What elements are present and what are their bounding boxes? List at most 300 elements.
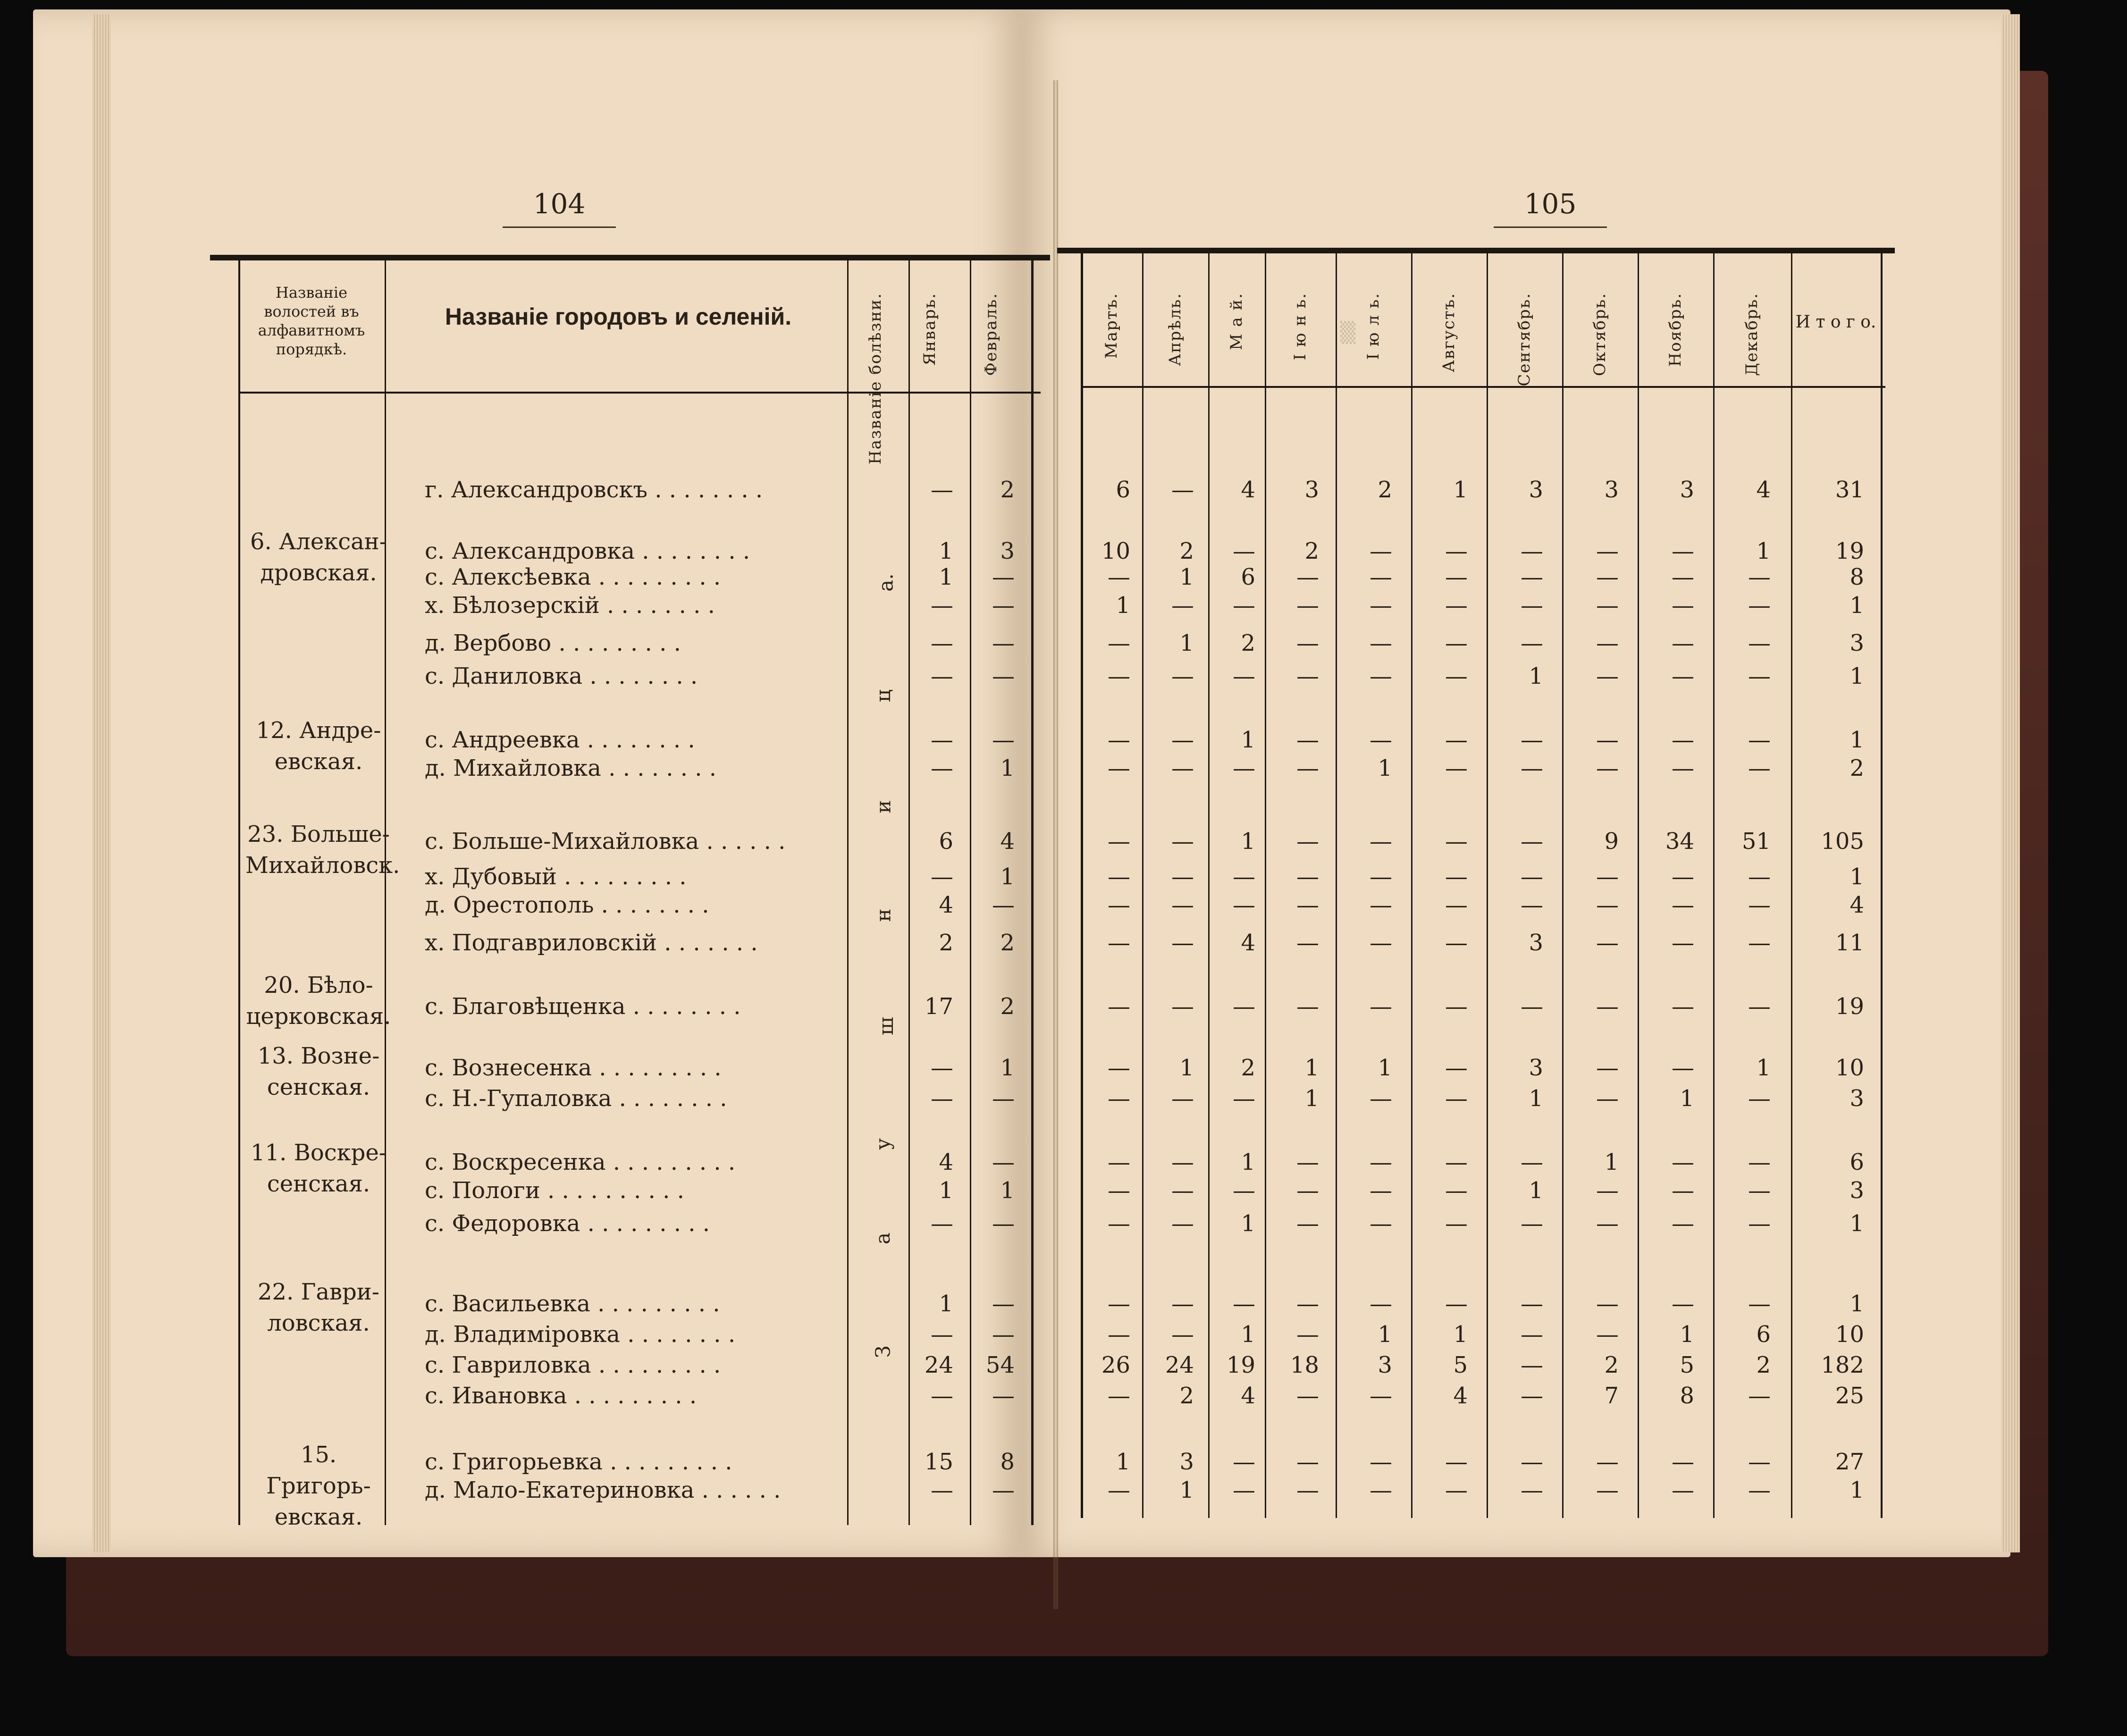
show-through: ▒ xyxy=(1340,321,1356,344)
month-value: 2 xyxy=(1000,477,1015,503)
month-value: — xyxy=(1596,1055,1619,1081)
right-page-edges xyxy=(2001,14,2020,1552)
disease-letter: ц xyxy=(872,689,895,703)
month-value: — xyxy=(992,630,1015,656)
month-value: — xyxy=(1521,592,1543,619)
month-value: 1 xyxy=(1304,1085,1319,1112)
month-value: — xyxy=(931,1321,953,1348)
vline xyxy=(1031,260,1034,1525)
row-total: 1 xyxy=(1850,1210,1864,1237)
vline xyxy=(1791,253,1792,1518)
month-value: 4 xyxy=(939,892,953,918)
month-value: — xyxy=(1108,864,1130,890)
month-value: — xyxy=(1596,727,1619,753)
month-value: — xyxy=(992,1210,1015,1237)
month-value: 3 xyxy=(1000,538,1015,564)
vline xyxy=(1638,253,1639,1518)
month-value: — xyxy=(992,564,1015,590)
month-value: — xyxy=(1108,1210,1130,1237)
month-value: 4 xyxy=(1241,930,1255,956)
month-value: — xyxy=(1445,564,1468,590)
month-value: — xyxy=(1672,1210,1694,1237)
volost-label: 13. Возне-сенская. xyxy=(257,1043,380,1100)
month-value: 15 xyxy=(924,1449,953,1475)
month-value: 1 xyxy=(939,1291,953,1317)
row-total: 1 xyxy=(1850,592,1864,619)
month-value: — xyxy=(1233,1449,1255,1475)
month-value: 17 xyxy=(924,993,953,1020)
month-value: — xyxy=(931,1210,953,1237)
month-value: — xyxy=(1748,630,1771,656)
month-value: 1 xyxy=(1179,564,1194,590)
month-value: — xyxy=(1521,1449,1543,1475)
month-value: — xyxy=(1296,727,1319,753)
month-value: — xyxy=(1108,1321,1130,1348)
month-value: — xyxy=(1108,993,1130,1020)
month-value: 1 xyxy=(1680,1321,1694,1348)
month-value: — xyxy=(1108,930,1130,956)
month-value: — xyxy=(1296,1177,1319,1204)
row-total: 10 xyxy=(1835,1055,1864,1081)
month-value: 3 xyxy=(1179,1449,1194,1475)
month-value: — xyxy=(931,864,953,890)
month-value: 1 xyxy=(939,538,953,564)
disease-letter: а xyxy=(871,1232,895,1245)
month-value: — xyxy=(1370,663,1392,689)
header-month: Февраль. xyxy=(982,293,1000,376)
volost-label: 6. Алексан-дровская. xyxy=(250,528,387,586)
month-value: — xyxy=(1233,755,1255,781)
disease-letter: и xyxy=(872,800,895,813)
month-value: — xyxy=(1370,630,1392,656)
place-name: х. Подгавриловскій . . . . . . . xyxy=(425,930,758,956)
row-total: 1 xyxy=(1850,864,1864,890)
month-value: — xyxy=(1370,1177,1392,1204)
month-value: 1 xyxy=(1604,1149,1619,1175)
place-name: с. Григорьевка . . . . . . . . . xyxy=(425,1449,732,1475)
header-volost: Названіе волостей въ алфавитномъ порядкѣ. xyxy=(258,284,365,358)
month-value: — xyxy=(1445,663,1468,689)
month-value: — xyxy=(1171,892,1194,918)
month-value: — xyxy=(1521,538,1543,564)
place-name: с. Благовѣщенка . . . . . . . . xyxy=(425,993,741,1020)
month-value: — xyxy=(1748,930,1771,956)
month-value: — xyxy=(1748,993,1771,1020)
row-total: 19 xyxy=(1835,538,1864,564)
volost-label: 20. Бѣло-церковская. xyxy=(246,972,391,1030)
month-value: 1 xyxy=(939,1177,953,1204)
month-value: — xyxy=(1171,1085,1194,1112)
month-value: 26 xyxy=(1101,1352,1130,1378)
month-value: 8 xyxy=(1000,1449,1015,1475)
month-value: — xyxy=(931,1085,953,1112)
month-value: — xyxy=(931,755,953,781)
month-value: — xyxy=(1596,993,1619,1020)
month-value: — xyxy=(1672,755,1694,781)
month-value: — xyxy=(1296,1210,1319,1237)
volost-label: 22. Гаври-ловская. xyxy=(258,1279,379,1336)
month-value: — xyxy=(992,892,1015,918)
place-name: с. Н.-Гупаловка . . . . . . . . xyxy=(425,1085,727,1112)
month-value: — xyxy=(992,592,1015,619)
month-value: — xyxy=(1171,993,1194,1020)
month-value: — xyxy=(1296,828,1319,855)
month-value: — xyxy=(1171,727,1194,753)
month-value: — xyxy=(1445,592,1468,619)
header-month: І ю н ь. xyxy=(1291,293,1310,361)
month-value: 1 xyxy=(1000,1055,1015,1081)
month-value: — xyxy=(1521,1210,1543,1237)
header-total: И т о г о. xyxy=(1795,312,1876,332)
month-value: 1 xyxy=(1241,1149,1255,1175)
month-value: — xyxy=(1108,1085,1130,1112)
month-value: — xyxy=(1233,1085,1255,1112)
month-value: — xyxy=(1445,1210,1468,1237)
month-value: 4 xyxy=(1756,477,1771,503)
month-value: — xyxy=(1521,993,1543,1020)
month-value: — xyxy=(992,1383,1015,1409)
month-value: — xyxy=(1748,592,1771,619)
month-value: 1 xyxy=(1179,630,1194,656)
month-value: 1 xyxy=(1179,1477,1194,1503)
month-value: 7 xyxy=(1604,1383,1619,1409)
month-value: 3 xyxy=(1604,477,1619,503)
header-month: Ноябрь. xyxy=(1666,293,1685,367)
month-value: — xyxy=(1521,564,1543,590)
month-value: — xyxy=(1521,755,1543,781)
month-value: — xyxy=(1521,1149,1543,1175)
month-value: — xyxy=(1233,592,1255,619)
month-value: — xyxy=(1672,1291,1694,1317)
month-value: — xyxy=(1672,930,1694,956)
place-name: д. Вербово . . . . . . . . . xyxy=(425,630,681,656)
month-value: — xyxy=(1748,1383,1771,1409)
row-total: 1 xyxy=(1850,1477,1864,1503)
month-value: — xyxy=(1596,630,1619,656)
month-value: 1 xyxy=(1241,1321,1255,1348)
vline xyxy=(1265,253,1266,1518)
vline xyxy=(1336,253,1337,1518)
month-value: 1 xyxy=(939,564,953,590)
header-month: Мартъ. xyxy=(1102,293,1121,359)
disease-letter: у xyxy=(871,1138,894,1150)
month-value: — xyxy=(1596,1085,1619,1112)
month-value: — xyxy=(1748,755,1771,781)
month-value: 2 xyxy=(1304,538,1319,564)
month-value: — xyxy=(1748,892,1771,918)
month-value: — xyxy=(1748,663,1771,689)
month-value: — xyxy=(1233,1477,1255,1503)
month-value: — xyxy=(1748,1291,1771,1317)
month-value: — xyxy=(1445,1085,1468,1112)
place-name: с. Воскресенка . . . . . . . . . xyxy=(425,1149,736,1175)
month-value: — xyxy=(1296,1477,1319,1503)
month-value: — xyxy=(992,727,1015,753)
place-name: д. Орестополь . . . . . . . . xyxy=(425,892,709,918)
top-rule-right xyxy=(1057,248,1895,253)
disease-letter: ш xyxy=(874,1016,898,1036)
vline xyxy=(1562,253,1564,1518)
month-value: — xyxy=(1171,1177,1194,1204)
month-value: 2 xyxy=(1604,1352,1619,1378)
month-value: 2 xyxy=(1241,630,1255,656)
month-value: 1 xyxy=(1453,477,1468,503)
month-value: 1 xyxy=(1116,1449,1130,1475)
month-value: — xyxy=(1370,1210,1392,1237)
top-rule-left xyxy=(210,255,1050,260)
row-total: 1 xyxy=(1850,663,1864,689)
month-value: 3 xyxy=(1304,477,1319,503)
header-place: Названіе городовъ и селеній. xyxy=(445,303,792,330)
month-value: 4 xyxy=(1453,1383,1468,1409)
month-value: — xyxy=(1370,930,1392,956)
month-value: — xyxy=(1596,864,1619,890)
month-value: — xyxy=(1445,1177,1468,1204)
row-total: 1 xyxy=(1850,1291,1864,1317)
month-value: — xyxy=(1108,630,1130,656)
month-value: — xyxy=(1296,1149,1319,1175)
vline xyxy=(238,260,240,1525)
month-value: — xyxy=(931,1383,953,1409)
month-value: — xyxy=(1171,1210,1194,1237)
row-total: 25 xyxy=(1835,1383,1864,1409)
month-value: — xyxy=(1521,892,1543,918)
month-value: — xyxy=(1521,1352,1543,1378)
row-total: 19 xyxy=(1835,993,1864,1020)
month-value: — xyxy=(1370,1085,1392,1112)
month-value: 4 xyxy=(939,1149,953,1175)
month-value: — xyxy=(1672,1149,1694,1175)
month-value: 19 xyxy=(1226,1352,1255,1378)
place-name: х. Дубовый . . . . . . . . . xyxy=(425,864,687,890)
month-value: — xyxy=(1521,727,1543,753)
disease-letter: н xyxy=(872,908,895,922)
month-value: — xyxy=(1370,538,1392,564)
place-name: с. Андреевка . . . . . . . . xyxy=(425,727,695,753)
month-value: 1 xyxy=(1241,727,1255,753)
month-value: 6 xyxy=(1241,564,1255,590)
row-total: 2 xyxy=(1850,755,1864,781)
month-value: — xyxy=(992,1085,1015,1112)
month-value: 24 xyxy=(1165,1352,1194,1378)
month-value: — xyxy=(1445,892,1468,918)
month-value: 6 xyxy=(939,828,953,855)
month-value: — xyxy=(1596,663,1619,689)
month-value: 2 xyxy=(1179,538,1194,564)
month-value: — xyxy=(1672,727,1694,753)
month-value: — xyxy=(1296,663,1319,689)
place-name: с. Больше-Михайловка . . . . . . xyxy=(425,828,786,855)
month-value: — xyxy=(1521,864,1543,890)
month-value: 1 xyxy=(1378,1321,1392,1348)
header-month: І ю л ь. xyxy=(1364,293,1383,360)
header-rule-right xyxy=(1081,386,1885,388)
month-value: — xyxy=(1445,538,1468,564)
row-total: 27 xyxy=(1835,1449,1864,1475)
month-value: — xyxy=(1370,828,1392,855)
month-value: — xyxy=(1672,1477,1694,1503)
month-value: 3 xyxy=(1529,1055,1543,1081)
month-value: — xyxy=(1296,1383,1319,1409)
month-value: — xyxy=(1171,755,1194,781)
month-value: — xyxy=(1521,1477,1543,1503)
disease-letter: а. xyxy=(874,573,898,592)
month-value: 1 xyxy=(1529,1177,1543,1204)
month-value: — xyxy=(1672,592,1694,619)
month-value: — xyxy=(1296,630,1319,656)
month-value: — xyxy=(931,1477,953,1503)
month-value: — xyxy=(1596,1177,1619,1204)
header-month: Декабрь. xyxy=(1742,293,1761,376)
month-value: — xyxy=(1171,663,1194,689)
month-value: — xyxy=(1596,755,1619,781)
volost-label: 12. Андре-евская. xyxy=(256,717,381,775)
month-value: — xyxy=(1672,892,1694,918)
month-value: — xyxy=(1296,930,1319,956)
month-value: — xyxy=(1672,1449,1694,1475)
month-value: — xyxy=(992,1149,1015,1175)
month-value: — xyxy=(1370,1149,1392,1175)
month-value: — xyxy=(1370,892,1392,918)
month-value: 1 xyxy=(1529,1085,1543,1112)
month-value: — xyxy=(1748,1477,1771,1503)
row-total: 8 xyxy=(1850,564,1864,590)
month-value: — xyxy=(1108,1477,1130,1503)
month-value: 1 xyxy=(1680,1085,1694,1112)
month-value: — xyxy=(1672,564,1694,590)
month-value: 1 xyxy=(1378,1055,1392,1081)
month-value: — xyxy=(931,592,953,619)
month-value: — xyxy=(1171,477,1194,503)
month-value: — xyxy=(1596,892,1619,918)
month-value: — xyxy=(1370,1291,1392,1317)
month-value: — xyxy=(1233,1177,1255,1204)
month-value: 3 xyxy=(1680,477,1694,503)
row-total: 3 xyxy=(1850,1085,1864,1112)
month-value: — xyxy=(1748,1149,1771,1175)
month-value: — xyxy=(1108,564,1130,590)
month-value: — xyxy=(1445,993,1468,1020)
header-month: Январь. xyxy=(920,293,939,366)
month-value: 2 xyxy=(939,930,953,956)
row-total: 182 xyxy=(1821,1352,1864,1378)
place-name: с. Васильевка . . . . . . . . . xyxy=(425,1291,720,1317)
month-value: — xyxy=(1748,1449,1771,1475)
month-value: — xyxy=(1672,663,1694,689)
vline xyxy=(1713,253,1715,1518)
month-value: — xyxy=(1596,564,1619,590)
place-name: с. Пологи . . . . . . . . . . xyxy=(425,1177,684,1204)
month-value: — xyxy=(1748,864,1771,890)
month-value: 10 xyxy=(1101,538,1130,564)
month-value: 34 xyxy=(1665,828,1694,855)
row-total: 31 xyxy=(1835,477,1864,503)
vline xyxy=(847,260,849,1525)
month-value: — xyxy=(1108,727,1130,753)
month-value: — xyxy=(1296,892,1319,918)
month-value: 1 xyxy=(1756,538,1771,564)
month-value: — xyxy=(1596,1449,1619,1475)
month-value: — xyxy=(1596,1321,1619,1348)
month-value: 2 xyxy=(1000,993,1015,1020)
vline xyxy=(1411,253,1412,1518)
month-value: — xyxy=(992,1291,1015,1317)
header-month: Августъ. xyxy=(1439,293,1458,372)
month-value: — xyxy=(1171,1321,1194,1348)
month-value: — xyxy=(1672,1177,1694,1204)
month-value: — xyxy=(1596,538,1619,564)
month-value: 5 xyxy=(1453,1352,1468,1378)
month-value: 6 xyxy=(1756,1321,1771,1348)
month-value: 1 xyxy=(1241,1210,1255,1237)
page-number-left: 104 xyxy=(503,188,616,228)
row-total: 11 xyxy=(1835,930,1864,956)
month-value: — xyxy=(1445,1449,1468,1475)
month-value: 5 xyxy=(1680,1352,1694,1378)
month-value: 1 xyxy=(1000,755,1015,781)
month-value: — xyxy=(1672,864,1694,890)
month-value: 24 xyxy=(924,1352,953,1378)
month-value: 9 xyxy=(1604,828,1619,855)
month-value: 1 xyxy=(1529,663,1543,689)
month-value: — xyxy=(1672,538,1694,564)
month-value: — xyxy=(1233,538,1255,564)
month-value: 1 xyxy=(1179,1055,1194,1081)
month-value: — xyxy=(1445,828,1468,855)
month-value: 1 xyxy=(1756,1055,1771,1081)
row-total: 3 xyxy=(1850,630,1864,656)
month-value: — xyxy=(1296,864,1319,890)
month-value: — xyxy=(1171,930,1194,956)
month-value: — xyxy=(1596,1477,1619,1503)
month-value: — xyxy=(1171,592,1194,619)
month-value: — xyxy=(1445,1149,1468,1175)
month-value: — xyxy=(1370,1449,1392,1475)
month-value: — xyxy=(1233,864,1255,890)
month-value: — xyxy=(1445,630,1468,656)
month-value: 1 xyxy=(1116,592,1130,619)
header-month: Октябрь. xyxy=(1590,293,1609,376)
place-name: д. Михайловка . . . . . . . . xyxy=(425,755,717,781)
header-month: Апрѣль. xyxy=(1166,293,1185,366)
place-name: г. Александровскъ . . . . . . . . xyxy=(425,477,763,503)
month-value: — xyxy=(1296,993,1319,1020)
month-value: — xyxy=(1108,1177,1130,1204)
vline xyxy=(1487,253,1488,1518)
place-name: с. Александровка . . . . . . . . xyxy=(425,538,750,564)
month-value: 3 xyxy=(1529,477,1543,503)
month-value: — xyxy=(1370,564,1392,590)
month-value: — xyxy=(931,477,953,503)
volost-label: 15. Григорь-евская. xyxy=(266,1442,371,1530)
month-value: — xyxy=(1748,727,1771,753)
row-total: 6 xyxy=(1850,1149,1864,1175)
month-value: — xyxy=(1370,993,1392,1020)
row-total: 4 xyxy=(1850,892,1864,918)
month-value: — xyxy=(1296,592,1319,619)
page-number-right: 105 xyxy=(1494,188,1607,228)
month-value: — xyxy=(1296,1321,1319,1348)
place-name: с. Алексѣевка . . . . . . . . . xyxy=(425,564,721,590)
place-name: д. Мало-Екатериновка . . . . . . xyxy=(425,1477,781,1503)
disease-letter: З xyxy=(871,1345,895,1358)
month-value: — xyxy=(1370,1383,1392,1409)
month-value: 3 xyxy=(1529,930,1543,956)
month-value: — xyxy=(1596,592,1619,619)
month-value: — xyxy=(1445,727,1468,753)
month-value: — xyxy=(1596,1210,1619,1237)
month-value: — xyxy=(992,1477,1015,1503)
